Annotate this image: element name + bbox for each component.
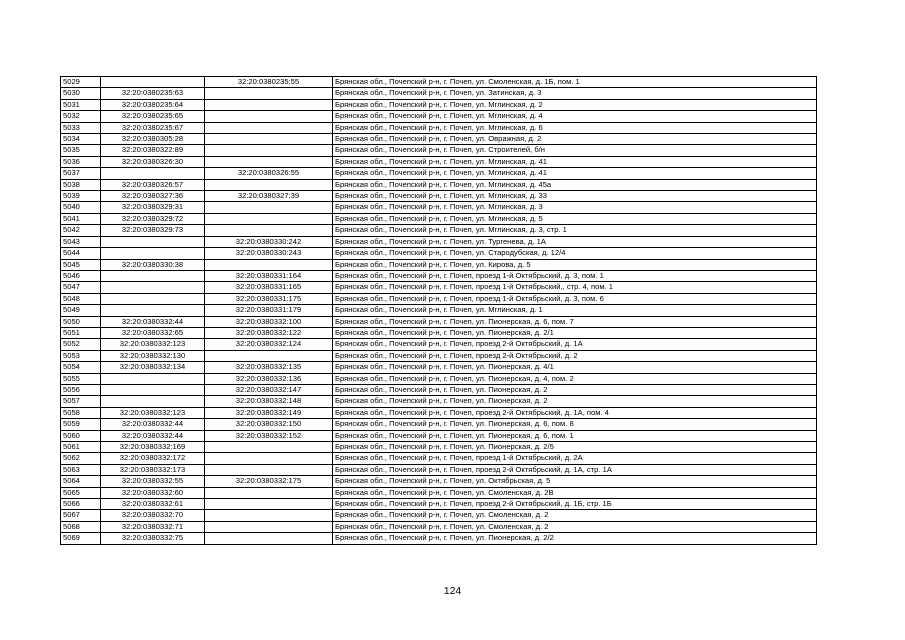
old-cadastral-number-cell (101, 282, 205, 293)
address-cell: Брянская обл., Почепский р-н, г. Почеп, ул. Мглинская, д. 3, стр. 1 (333, 225, 817, 236)
row-number-cell: 5055 (61, 373, 101, 384)
address-cell: Брянская обл., Почепский р-н, г. Почеп, ул. Тургенева, д. 1А (333, 236, 817, 247)
table-row (61, 134, 817, 145)
row-number-cell: 5051 (61, 327, 101, 338)
address-cell: Брянская обл., Почепский р-н, г. Почеп, ул. Затинская, д. 3 (333, 88, 817, 99)
row-number-cell: 5059 (61, 419, 101, 430)
old-cadastral-number-cell: 32:20:0380326:30 (101, 156, 205, 167)
new-cadastral-number-cell (205, 134, 333, 145)
new-cadastral-number-cell (205, 453, 333, 464)
new-cadastral-number-cell (205, 99, 333, 110)
address-cell: Брянская обл., Почепский р-н, г. Почеп, ул. Октябрьская, д. 5 (333, 476, 817, 487)
old-cadastral-number-cell (101, 270, 205, 281)
table-row (61, 396, 817, 407)
row-number-cell: 5058 (61, 407, 101, 418)
new-cadastral-number-cell (205, 88, 333, 99)
table-row (61, 77, 817, 88)
table-row (61, 236, 817, 247)
new-cadastral-number-cell: 32:20:0380332:136 (205, 373, 333, 384)
old-cadastral-number-cell: 32:20:0380332:123 (101, 407, 205, 418)
table-row (61, 282, 817, 293)
address-cell: Брянская обл., Почепский р-н, г. Почеп, ул. Кирова, д. 5 (333, 259, 817, 270)
new-cadastral-number-cell: 32:20:0380331:179 (205, 305, 333, 316)
old-cadastral-number-cell: 32:20:0380322:89 (101, 145, 205, 156)
old-cadastral-number-cell: 32:20:0380327:36 (101, 191, 205, 202)
row-number-cell: 5053 (61, 350, 101, 361)
address-cell: Брянская обл., Почепский р-н, г. Почеп, ул. Пионерская, д. 4/1 (333, 362, 817, 373)
address-cell: Брянская обл., Почепский р-н, г. Почеп, ул. Смоленская, д. 1Б, пом. 1 (333, 77, 817, 88)
address-cell: Брянская обл., Почепский р-н, г. Почеп, ул. Пионерская, д. 6, пом. 1 (333, 430, 817, 441)
new-cadastral-number-cell: 32:20:0380332:135 (205, 362, 333, 373)
table-row (61, 270, 817, 281)
table-row (61, 122, 817, 133)
address-cell: Брянская обл., Почепский р-н, г. Почеп, ул. Мглинская, д. 1 (333, 305, 817, 316)
old-cadastral-number-cell: 32:20:0380332:70 (101, 510, 205, 521)
table-row (61, 99, 817, 110)
new-cadastral-number-cell: 32:20:0380332:100 (205, 316, 333, 327)
row-number-cell: 5047 (61, 282, 101, 293)
table-row (61, 419, 817, 430)
new-cadastral-number-cell: 32:20:0380332:149 (205, 407, 333, 418)
address-cell: Брянская обл., Почепский р-н, г. Почеп, ул. Пионерская, д. 2 (333, 384, 817, 395)
row-number-cell: 5050 (61, 316, 101, 327)
new-cadastral-number-cell (205, 156, 333, 167)
new-cadastral-number-cell (205, 225, 333, 236)
row-number-cell: 5063 (61, 464, 101, 475)
row-number-cell: 5036 (61, 156, 101, 167)
row-number-cell: 5043 (61, 236, 101, 247)
table-row (61, 521, 817, 532)
old-cadastral-number-cell: 32:20:0380235:67 (101, 122, 205, 133)
old-cadastral-number-cell: 32:20:0380305:28 (101, 134, 205, 145)
old-cadastral-number-cell (101, 384, 205, 395)
row-number-cell: 5042 (61, 225, 101, 236)
old-cadastral-number-cell: 32:20:0380332:75 (101, 533, 205, 544)
new-cadastral-number-cell (205, 510, 333, 521)
table-row (61, 510, 817, 521)
old-cadastral-number-cell (101, 396, 205, 407)
row-number-cell: 5045 (61, 259, 101, 270)
table-row (61, 339, 817, 350)
address-cell: Брянская обл., Почепский р-н, г. Почеп, ул. Пионерская, д. 2/5 (333, 442, 817, 453)
old-cadastral-number-cell (101, 248, 205, 259)
table-row (61, 442, 817, 453)
address-cell: Брянская обл., Почепский р-н, г. Почеп, ул. Смоленская, д. 2 (333, 521, 817, 532)
row-number-cell: 5034 (61, 134, 101, 145)
old-cadastral-number-cell: 32:20:0380332:60 (101, 487, 205, 498)
old-cadastral-number-cell (101, 77, 205, 88)
old-cadastral-number-cell: 32:20:0380332:123 (101, 339, 205, 350)
address-cell: Брянская обл., Почепский р-н, г. Почеп, ул. Строителей, б/н (333, 145, 817, 156)
table-row (61, 362, 817, 373)
new-cadastral-number-cell (205, 111, 333, 122)
address-cell: Брянская обл., Почепский р-н, г. Почеп, ул. Пионерская, д. 2/1 (333, 327, 817, 338)
new-cadastral-number-cell (205, 145, 333, 156)
old-cadastral-number-cell: 32:20:0380332:172 (101, 453, 205, 464)
table-row (61, 179, 817, 190)
row-number-cell: 5037 (61, 168, 101, 179)
row-number-cell: 5064 (61, 476, 101, 487)
table-row (61, 293, 817, 304)
address-cell: Брянская обл., Почепский р-н, г. Почеп, проезд 2-й Октябрьский, д. 1Б, стр. 1Б (333, 499, 817, 510)
row-number-cell: 5035 (61, 145, 101, 156)
row-number-cell: 5041 (61, 213, 101, 224)
old-cadastral-number-cell: 32:20:0380235:65 (101, 111, 205, 122)
table-row (61, 225, 817, 236)
old-cadastral-number-cell: 32:20:0380329:73 (101, 225, 205, 236)
address-cell: Брянская обл., Почепский р-н, г. Почеп, ул. Мглинская, д. 6 (333, 122, 817, 133)
old-cadastral-number-cell: 32:20:0380332:44 (101, 419, 205, 430)
old-cadastral-number-cell: 32:20:0380235:63 (101, 88, 205, 99)
table-row (61, 350, 817, 361)
old-cadastral-number-cell: 32:20:0380332:71 (101, 521, 205, 532)
row-number-cell: 5048 (61, 293, 101, 304)
table-row (61, 407, 817, 418)
address-cell: Брянская обл., Почепский р-н, г. Почеп, ул. Мглинская, д. 33 (333, 191, 817, 202)
old-cadastral-number-cell (101, 305, 205, 316)
table-row (61, 202, 817, 213)
address-cell: Брянская обл., Почепский р-н, г. Почеп, проезд 2-й Октябрьский, д. 2 (333, 350, 817, 361)
old-cadastral-number-cell: 32:20:0380332:44 (101, 430, 205, 441)
row-number-cell: 5068 (61, 521, 101, 532)
address-cell: Брянская обл., Почепский р-н, г. Почеп, ул. Пионерская, д. 6, пом. 7 (333, 316, 817, 327)
new-cadastral-number-cell: 32:20:0380332:148 (205, 396, 333, 407)
table-row (61, 259, 817, 270)
address-cell: Брянская обл., Почепский р-н, г. Почеп, проезд 1-й Октябрьский, д. 2А (333, 453, 817, 464)
new-cadastral-number-cell: 32:20:0380330:242 (205, 236, 333, 247)
old-cadastral-number-cell: 32:20:0380332:134 (101, 362, 205, 373)
old-cadastral-number-cell: 32:20:0380329:72 (101, 213, 205, 224)
address-cell: Брянская обл., Почепский р-н, г. Почеп, проезд 2-й Октябрьский, д. 1А, пом. 4 (333, 407, 817, 418)
new-cadastral-number-cell: 32:20:0380235:55 (205, 77, 333, 88)
old-cadastral-number-cell (101, 293, 205, 304)
table-row (61, 464, 817, 475)
new-cadastral-number-cell (205, 122, 333, 133)
address-cell: Брянская обл., Почепский р-н, г. Почеп, проезд 2-й Октябрьский, д. 1А, стр. 1А (333, 464, 817, 475)
new-cadastral-number-cell (205, 499, 333, 510)
row-number-cell: 5040 (61, 202, 101, 213)
page-number: 124 (443, 585, 462, 597)
table-row (61, 373, 817, 384)
table-row (61, 305, 817, 316)
new-cadastral-number-cell (205, 464, 333, 475)
address-cell: Брянская обл., Почепский р-н, г. Почеп, ул. Пионерская, д. 2 (333, 396, 817, 407)
old-cadastral-number-cell (101, 168, 205, 179)
row-number-cell: 5069 (61, 533, 101, 544)
table-row (61, 384, 817, 395)
table-row (61, 111, 817, 122)
old-cadastral-number-cell: 32:20:0380332:44 (101, 316, 205, 327)
new-cadastral-number-cell: 32:20:0380332:152 (205, 430, 333, 441)
new-cadastral-number-cell: 32:20:0380332:175 (205, 476, 333, 487)
table-row (61, 499, 817, 510)
table-row (61, 476, 817, 487)
table-row (61, 453, 817, 464)
new-cadastral-number-cell (205, 350, 333, 361)
old-cadastral-number-cell: 32:20:0380332:130 (101, 350, 205, 361)
address-cell: Брянская обл., Почепский р-н, г. Почеп, ул. Пионерская, д. 2/2 (333, 533, 817, 544)
row-number-cell: 5033 (61, 122, 101, 133)
table-row (61, 248, 817, 259)
table-row (61, 327, 817, 338)
table-row (61, 168, 817, 179)
new-cadastral-number-cell (205, 179, 333, 190)
new-cadastral-number-cell: 32:20:0380327:39 (205, 191, 333, 202)
address-cell: Брянская обл., Почепский р-н, г. Почеп, ул. Пионерская, д. 4, пом. 2 (333, 373, 817, 384)
address-cell: Брянская обл., Почепский р-н, г. Почеп, ул. Смоленская, д. 2 (333, 510, 817, 521)
row-number-cell: 5054 (61, 362, 101, 373)
new-cadastral-number-cell: 32:20:0380331:175 (205, 293, 333, 304)
new-cadastral-number-cell: 32:20:0380331:164 (205, 270, 333, 281)
new-cadastral-number-cell: 32:20:0380330:243 (205, 248, 333, 259)
new-cadastral-number-cell: 32:20:0380331:165 (205, 282, 333, 293)
address-cell: Брянская обл., Почепский р-н, г. Почеп, ул. Смоленская, д. 2В (333, 487, 817, 498)
old-cadastral-number-cell: 32:20:0380330:38 (101, 259, 205, 270)
registry-table-body (61, 77, 817, 545)
table-row (61, 213, 817, 224)
new-cadastral-number-cell: 32:20:0380332:122 (205, 327, 333, 338)
old-cadastral-number-cell: 32:20:0380332:169 (101, 442, 205, 453)
row-number-cell: 5066 (61, 499, 101, 510)
new-cadastral-number-cell (205, 521, 333, 532)
address-cell: Брянская обл., Почепский р-н, г. Почеп, ул. Пионерская, д. 6, пом. 8 (333, 419, 817, 430)
row-number-cell: 5029 (61, 77, 101, 88)
new-cadastral-number-cell: 32:20:0380332:150 (205, 419, 333, 430)
table-row (61, 533, 817, 544)
old-cadastral-number-cell (101, 236, 205, 247)
address-cell: Брянская обл., Почепский р-н, г. Почеп, проезд 1-й Октябрьский, д. 3, пом. 1 (333, 270, 817, 281)
new-cadastral-number-cell: 32:20:0380326:55 (205, 168, 333, 179)
row-number-cell: 5039 (61, 191, 101, 202)
address-cell: Брянская обл., Почепский р-н, г. Почеп, ул. Мглинская, д. 2 (333, 99, 817, 110)
row-number-cell: 5062 (61, 453, 101, 464)
table-row (61, 88, 817, 99)
row-number-cell: 5065 (61, 487, 101, 498)
old-cadastral-number-cell: 32:20:0380332:65 (101, 327, 205, 338)
row-number-cell: 5031 (61, 99, 101, 110)
old-cadastral-number-cell: 32:20:0380332:173 (101, 464, 205, 475)
row-number-cell: 5061 (61, 442, 101, 453)
old-cadastral-number-cell: 32:20:0380235:64 (101, 99, 205, 110)
row-number-cell: 5032 (61, 111, 101, 122)
row-number-cell: 5067 (61, 510, 101, 521)
row-number-cell: 5030 (61, 88, 101, 99)
address-cell: Брянская обл., Почепский р-н, г. Почеп, ул. Овражная, д. 2 (333, 134, 817, 145)
old-cadastral-number-cell: 32:20:0380332:55 (101, 476, 205, 487)
address-cell: Брянская обл., Почепский р-н, г. Почеп, ул. Мглинская, д. 4 (333, 111, 817, 122)
address-cell: Брянская обл., Почепский р-н, г. Почеп, проезд 1-й Октябрьский,, стр. 4, пом. 1 (333, 282, 817, 293)
table-row (61, 430, 817, 441)
address-cell: Брянская обл., Почепский р-н, г. Почеп, ул. Мглинская, д. 41 (333, 156, 817, 167)
new-cadastral-number-cell (205, 533, 333, 544)
new-cadastral-number-cell: 32:20:0380332:147 (205, 384, 333, 395)
address-cell: Брянская обл., Почепский р-н, г. Почеп, проезд 1-й Октябрьский, д. 3, пом. 6 (333, 293, 817, 304)
row-number-cell: 5044 (61, 248, 101, 259)
address-cell: Брянская обл., Почепский р-н, г. Почеп, ул. Стародубская, д. 12/4 (333, 248, 817, 259)
address-cell: Брянская обл., Почепский р-н, г. Почеп, ул. Мглинская, д. 5 (333, 213, 817, 224)
table-row (61, 145, 817, 156)
table-row (61, 487, 817, 498)
old-cadastral-number-cell (101, 373, 205, 384)
new-cadastral-number-cell (205, 442, 333, 453)
row-number-cell: 5052 (61, 339, 101, 350)
old-cadastral-number-cell: 32:20:0380326:57 (101, 179, 205, 190)
registry-table (60, 76, 817, 545)
row-number-cell: 5057 (61, 396, 101, 407)
row-number-cell: 5060 (61, 430, 101, 441)
table-row (61, 156, 817, 167)
row-number-cell: 5038 (61, 179, 101, 190)
new-cadastral-number-cell (205, 202, 333, 213)
address-cell: Брянская обл., Почепский р-н, г. Почеп, ул. Мглинская, д. 45а (333, 179, 817, 190)
address-cell: Брянская обл., Почепский р-н, г. Почеп, проезд 2-й Октябрьский, д. 1А (333, 339, 817, 350)
row-number-cell: 5056 (61, 384, 101, 395)
new-cadastral-number-cell: 32:20:0380332:124 (205, 339, 333, 350)
row-number-cell: 5046 (61, 270, 101, 281)
row-number-cell: 5049 (61, 305, 101, 316)
old-cadastral-number-cell: 32:20:0380329:31 (101, 202, 205, 213)
new-cadastral-number-cell (205, 259, 333, 270)
new-cadastral-number-cell (205, 213, 333, 224)
address-cell: Брянская обл., Почепский р-н, г. Почеп, ул. Мглинская, д. 3 (333, 202, 817, 213)
table-row (61, 316, 817, 327)
old-cadastral-number-cell: 32:20:0380332:61 (101, 499, 205, 510)
address-cell: Брянская обл., Почепский р-н, г. Почеп, ул. Мглинская, д. 41 (333, 168, 817, 179)
table-row (61, 191, 817, 202)
new-cadastral-number-cell (205, 487, 333, 498)
